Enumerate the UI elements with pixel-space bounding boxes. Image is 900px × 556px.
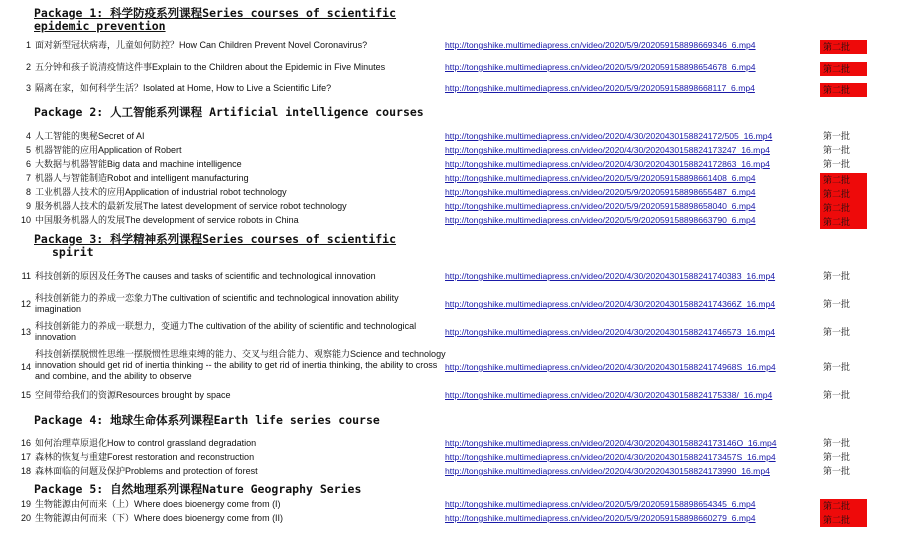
course-title: 科技创新摆脱惯性思维一摆脱惯性思维束缚的能力、交叉与组合能力、观察能力Science and technology innovation should get rid of inertia thinking -- the ability to get rid of inertia thinking, the ability to cross and combine, and the ability to observe xyxy=(35,349,446,381)
course-title: 科技创新能力的养成一恋象力The cultivation of scientific and technological innovation ability imagination xyxy=(35,293,399,314)
video-link[interactable]: http://tongshike.multimediapress.cn/video/2020/4/30/2020430158824172863_16.mp4 xyxy=(445,159,770,169)
course-title: 服务机器人技术的最新发展The latest development of service robot technology xyxy=(35,201,347,211)
batch-badge: 第二批 xyxy=(820,62,867,76)
video-link[interactable]: http://tongshike.multimediapress.cn/video/2020/4/30/2020430158824174968S_16.mp4 xyxy=(445,362,776,372)
video-link[interactable]: http://tongshike.multimediapress.cn/video/2020/5/9/202059158898654345_6.mp4 xyxy=(445,499,756,509)
video-link[interactable]: http://tongshike.multimediapress.cn/video/2020/5/9/202059158898661408_6.mp4 xyxy=(445,173,756,183)
batch-badge: 第二批 xyxy=(820,83,867,97)
row-number: 14 xyxy=(20,362,31,372)
course-title: 森林面临的问题及保护Problems and protection of forest xyxy=(35,466,258,476)
course-title: 中国服务机器人的发展The development of service robots in China xyxy=(35,215,299,225)
course-title: 科技创新的原因及任务The causes and tasks of scientific and technological innovation xyxy=(35,271,376,281)
package-heading-5 xyxy=(34,483,361,496)
course-title: 面对新型冠状病毒，儿童如何防控？How Can Children Prevent Novel Coronavirus? xyxy=(35,40,368,50)
row-number: 17 xyxy=(20,452,31,462)
video-link[interactable]: http://tongshike.multimediapress.cn/video/2020/4/30/2020430158824174657З_16.mp4 xyxy=(445,327,776,337)
course-title: 生物能源由何而来（下）Where does bioenergy come from (II) xyxy=(35,513,284,523)
course-title: 机器智能的应用Application of Robert xyxy=(35,145,182,155)
video-link[interactable]: http://tongshike.multimediapress.cn/video/2020/4/30/2020430158824175338/_16.mp4 xyxy=(445,390,773,400)
video-link[interactable]: http://tongshike.multimediapress.cn/video/2020/5/9/202059158898658040_6.mp4 xyxy=(445,201,756,211)
video-link[interactable]: http://tongshike.multimediapress.cn/video/2020/5/9/202059158898655487_6.mp4 xyxy=(445,187,756,197)
package-heading-line1: Package 3: 科学精神系列课程Series courses of scientific xyxy=(34,232,397,246)
row-number: 3 xyxy=(25,83,31,93)
package-heading-line1: Package 4: 地球生命体系列课程Earth life series course xyxy=(34,413,380,427)
course-title: 科技创新能力的养成一联想力，变通力The cultivation of the ability of scientific and technological innovation xyxy=(35,321,417,342)
package-heading-1 xyxy=(34,7,396,33)
video-link[interactable]: http://tongshike.multimediapress.cn/video/2020/4/30/2020430158824174038З_16.mp4 xyxy=(445,271,776,281)
row-number: 10 xyxy=(20,215,31,225)
video-link[interactable]: http://tongshike.multimediapress.cn/video/2020/5/9/202059158898663790_6.mp4 xyxy=(445,215,756,225)
batch-label: 第一批 xyxy=(823,327,851,337)
batch-label: 第一批 xyxy=(823,145,851,155)
course-title: 人工智能的奥秘Secret of AI xyxy=(35,131,145,141)
batch-badge: 第二批 xyxy=(820,173,867,187)
batch-label: 第一批 xyxy=(823,438,851,448)
row-number: 13 xyxy=(20,327,31,337)
course-title: 机器人与智能制造Robot and intelligent manufacturing xyxy=(35,173,249,183)
row-number: 16 xyxy=(20,438,31,448)
batch-badge: 第二批 xyxy=(820,201,867,215)
row-number: 4 xyxy=(25,131,31,141)
batch-label: 第一批 xyxy=(823,299,851,309)
video-link[interactable]: http://tongshike.multimediapress.cn/video/2020/5/9/202059158898654678_6.mp4 xyxy=(445,62,756,72)
batch-label: 第一批 xyxy=(823,390,851,400)
package-heading-line1: Package 2: 人工智能系列课程 Artificial intelligence courses xyxy=(34,105,424,119)
batch-badge: 第二批 xyxy=(820,215,867,229)
row-number: 9 xyxy=(25,201,31,211)
package-heading-2 xyxy=(34,106,424,119)
row-number: 11 xyxy=(21,271,31,281)
row-number: 12 xyxy=(20,299,31,309)
row-number: 20 xyxy=(20,513,31,523)
batch-label: 第一批 xyxy=(823,466,851,476)
batch-label: 第一批 xyxy=(823,131,851,141)
course-title: 森林的恢复与重建Forest restoration and reconstruction xyxy=(35,452,255,462)
course-title: 五分钟和孩子说清疫情这件事Explain to the Children about the Epidemic in Five Minutes xyxy=(35,62,386,72)
batch-badge: 第二批 xyxy=(820,513,867,527)
batch-badge: 第二批 xyxy=(820,499,867,513)
row-number: 18 xyxy=(20,466,31,476)
package-heading-4 xyxy=(34,414,380,427)
video-link[interactable]: http://tongshike.multimediapress.cn/video/2020/4/30/2020430158824172/505_16.mp4 xyxy=(445,131,773,141)
row-number: 1 xyxy=(25,40,31,50)
row-number: 19 xyxy=(20,499,31,509)
video-link[interactable]: http://tongshike.multimediapress.cn/video/2020/4/30/2020430158824173990_16.mp4 xyxy=(445,466,770,476)
video-link[interactable]: http://tongshike.multimediapress.cn/video/2020/4/30/2020430158824173146O_16.mp4 xyxy=(445,438,777,448)
course-title: 大数据与机器智能Big data and machine intelligence xyxy=(35,159,242,169)
package-heading-line1: Package 5: 自然地理系列课程Nature Geography Series xyxy=(34,482,362,496)
row-number: 8 xyxy=(25,187,31,197)
row-number: 5 xyxy=(25,145,31,155)
package-heading-line2: epidemic prevention xyxy=(34,19,166,33)
package-heading-line1: Package 1: 科学防疫系列课程Series courses of scientific xyxy=(34,6,397,20)
course-title: 工业机器人技术的应用Application of industrial robot technology xyxy=(35,187,287,197)
batch-label: 第一批 xyxy=(823,159,851,169)
batch-label: 第一批 xyxy=(823,271,851,281)
package-heading-line2: spirit xyxy=(52,245,94,259)
package-heading-3 xyxy=(34,233,396,259)
row-number: 6 xyxy=(25,159,31,169)
video-link[interactable]: http://tongshike.multimediapress.cn/video/2020/4/30/2020430158824173457S_16.mp4 xyxy=(445,452,776,462)
video-link[interactable]: http://tongshike.multimediapress.cn/video/2020/4/30/2020430158824173247_16.mp4 xyxy=(445,145,770,155)
video-link[interactable]: http://tongshike.multimediapress.cn/video/2020/5/9/202059158898669346_6.mp4 xyxy=(445,40,756,50)
course-title: 隔离在家，如何科学生活？Isolated at Home, How to Live a Scientific Life? xyxy=(35,83,332,93)
batch-label: 第一批 xyxy=(823,452,851,462)
video-link[interactable]: http://tongshike.multimediapress.cn/video/2020/5/9/202059158898668117_6.mp4 xyxy=(445,83,755,93)
course-title: 如何治理草原退化How to control grassland degradation xyxy=(35,438,257,448)
video-link[interactable]: http://tongshike.multimediapress.cn/video/2020/4/30/2020430158824174366Z_16.mp4 xyxy=(445,299,776,309)
batch-badge: 第二批 xyxy=(820,40,867,54)
batch-badge: 第二批 xyxy=(820,187,867,201)
video-link[interactable]: http://tongshike.multimediapress.cn/video/2020/5/9/202059158898660279_6.mp4 xyxy=(445,513,756,523)
course-title: 空间带给我们的资源Resources brought by space xyxy=(35,390,231,400)
course-title: 生物能源由何而来（上）Where does bioenergy come from (I) xyxy=(35,499,281,509)
row-number: 2 xyxy=(25,62,31,72)
row-number: 15 xyxy=(20,390,31,400)
row-number: 7 xyxy=(25,173,31,183)
batch-label: 第一批 xyxy=(823,362,851,372)
